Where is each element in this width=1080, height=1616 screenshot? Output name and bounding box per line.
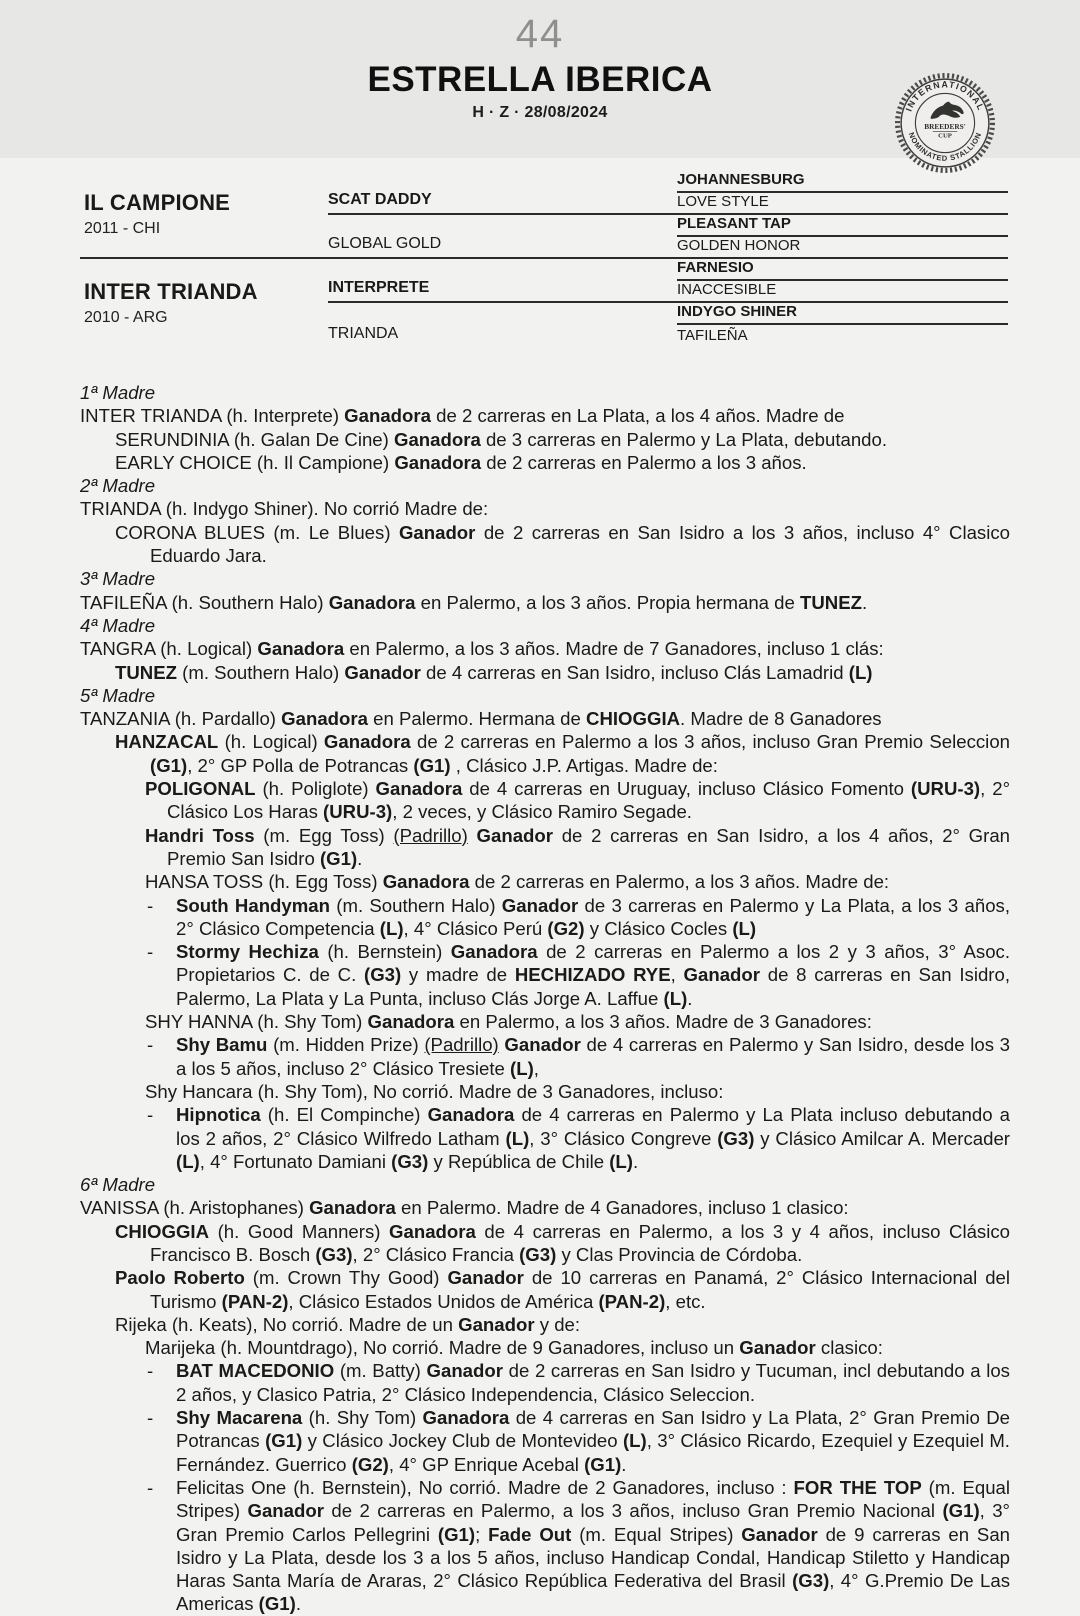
pedigree-text-line: - Hipnotica (h. El Compinche) Ganadora de 4 carreras en Palermo y La Plata incluso debutando a los 2 años, 2° Clásico Wilfredo Latham (L), 3° Clásico Congreve (G3) y Clásico Amilcar A. Mercader (L), 4° Fortunato Damiani (G3) y República de Chile (L). (147, 1104, 1011, 1172)
parent-name: GLOBAL GOLD (328, 215, 677, 259)
list-dash: - (147, 894, 154, 916)
dam-cell (80, 259, 328, 347)
madre-heading-5: 5ª Madre (80, 684, 156, 706)
parent-name: SCAT DADDY (328, 171, 677, 215)
list-dash: - (147, 1476, 154, 1498)
pedigree-text-line: TANGRA (h. Logical) Ganadora en Palermo, a los 3 años. Madre de 7 Ganadores, incluso 1 clás: (80, 638, 884, 660)
madre-heading-1: 1ª Madre (80, 382, 156, 403)
list-dash: - (147, 1104, 154, 1126)
pedigree-text-line: Rijeka (h. Keats), No corrió. Madre de un Ganador y de: (115, 1313, 581, 1335)
breeders-cup-badge (894, 72, 996, 174)
grandparent-name: LOVE STYLE (677, 193, 1008, 215)
madre-heading-3: 3ª Madre (80, 568, 156, 590)
pedigree-notes (80, 381, 1010, 1616)
pedigree-text-line: SERUNDINIA (h. Galan De Cine) Ganadora de 3 carreras en Palermo y La Plata, debutando. (115, 428, 888, 450)
pedigree-text-line: HANZACAL (h. Logical) Ganadora de 2 carreras en Palermo a los 3 años, incluso Gran Premio Seleccion (G1), 2° GP Polla de Potrancas (G1) , Clásico J.P. Artigas. Madre de: (115, 731, 1010, 776)
pedigree-text-line: INTER TRIANDA (h. Interprete) Ganadora de 2 carreras en La Plata, a los 4 años. Madre de (80, 405, 845, 427)
svg-text:NOMINATED STALLION: NOMINATED STALLION (906, 131, 984, 163)
list-dash: - (147, 1360, 154, 1382)
grandparent-name: GOLDEN HONOR (677, 237, 1008, 259)
pedigree-text-line: TUNEZ (m. Southern Halo) Ganador de 4 carreras en San Isidro, incluso Clás Lamadrid (L) (115, 661, 873, 683)
grandparent-name: FARNESIO (677, 259, 1008, 281)
dam-name: INTER TRIANDA (84, 279, 258, 304)
page-title: ESTRELLA IBERICA (367, 60, 713, 99)
grandparent-name: JOHANNESBURG (677, 171, 1008, 193)
dam-year-country: 2010 - ARG (84, 309, 168, 326)
svg-text:CUP: CUP (938, 132, 952, 140)
pedigree-text-line: TRIANDA (h. Indygo Shiner). No corrió Madre de: (80, 498, 489, 520)
pedigree-table (80, 171, 1008, 347)
list-dash: - (147, 1407, 154, 1429)
pedigree-text-line: CHIOGGIA (h. Good Manners) Ganadora de 4 carreras en Palermo, a los 3 y 4 años, incluso Clásico Francisco B. Bosch (G3), 2° Clásico Francia (G3) y Clas Provincia de Córdoba. (115, 1220, 1010, 1265)
pedigree-text-line: EARLY CHOICE (h. Il Campione) Ganadora de 2 carreras en Palermo a los 3 años. (115, 451, 807, 473)
madre-heading-6: 6ª Madre (80, 1174, 156, 1196)
parent-name: TRIANDA (328, 325, 399, 342)
grandparent-name: TAFILEÑA (677, 327, 748, 344)
grandparent-name: INDYGO SHINER (677, 303, 1008, 325)
pedigree-text-line: - South Handyman (m. Southern Halo) Ganador de 3 carreras en Palermo y La Plata, a los 3 años, 2° Clásico Competencia (L), 4° Clásico Perú (G2) y Clásico Cocles (L) (147, 894, 1010, 939)
pedigree-text-line: Marijeka (h. Mountdrago), No corrió. Madre de 9 Ganadores, incluso un Ganador clasico: (145, 1337, 883, 1359)
pedigree-text-line: TAFILEÑA (h. Southern Halo) Ganadora en Palermo, a los 3 años. Propia hermana de TUNEZ. (80, 591, 868, 613)
pedigree-text-line: - Stormy Hechiza (h. Bernstein) Ganadora de 2 carreras en Palermo a los 2 y 3 años, 3° Asoc. Propietarios C. de C. (G3) y madre de HECHIZADO RYE, Ganador de 8 carreras en San Isidro, Palermo, La Plata y La Punta, incluso Clás Jorge A. Laffue (L). (147, 941, 1010, 1009)
parent-name: INTERPRETE (328, 259, 677, 303)
list-dash: - (147, 1034, 154, 1056)
pedigree-text-line: - Felicitas One (h. Bernstein), No corrió. Madre de 2 Ganadores, incluso : FOR THE TOP (m. Equal Stripes) Ganador de 2 carreras en Palermo, a los 3 años, incluso Gran Premio Nacional (G1), 3° Gran Premio Carlos Pellegrini (G1); Fade Out (m. Equal Stripes) Ganador de 9 carreras en San Isidro y La Plata, desde los 3 a los 5 años, incluso Handicap Condal, Handicap Stiletto y Handicap Haras Santa María de Araras, 2° Clásico República Federativa del Brasil (G3), 4° G.Premio De Las Americas (G1). (147, 1476, 1011, 1615)
list-dash: - (147, 941, 154, 963)
grandparent-name: INACCESIBLE (677, 281, 1008, 303)
pedigree-text-line: - BAT MACEDONIO (m. Batty) Ganador de 2 carreras en San Isidro y Tucuman, incl debutando a los 2 años, y Clasico Patria, 2° Clásico Independencia, Clásico Seleccion. (147, 1360, 1010, 1405)
sire-cell (80, 171, 328, 259)
pedigree-text-line: Paolo Roberto (m. Crown Thy Good) Ganador de 10 carreras en Panamá, 2° Clásico Internacional del Turismo (PAN-2), Clásico Estados Unidos de América (PAN-2), etc. (115, 1267, 1011, 1312)
pedigree-text-line: CORONA BLUES (m. Le Blues) Ganador de 2 carreras en San Isidro a los 3 años, incluso 4° Clasico Eduardo Jara. (115, 521, 1010, 567)
sire-year-country: 2011 - CHI (84, 220, 161, 237)
pedigree-text-line: Handri Toss (m. Egg Toss) (Padrillo) Ganador de 2 carreras en San Isidro, a los 4 años, 2° Gran Premio San Isidro (G1). (145, 824, 1011, 869)
breeders-cup-stamp-icon (894, 72, 996, 174)
svg-text:BREEDERS': BREEDERS' (924, 122, 966, 132)
svg-text:INTERNATIONAL: INTERNATIONAL (903, 79, 987, 113)
pedigree-text-line: SHY HANNA (h. Shy Tom) Ganadora en Palermo, a los 3 años. Madre de 3 Ganadores: (145, 1011, 872, 1033)
pedigree-text-line: TANZANIA (h. Pardallo) Ganadora en Palermo. Hermana de CHIOGGIA. Madre de 8 Ganadores (80, 708, 882, 730)
page-number: 44 (515, 12, 565, 56)
pedigree-text-line: - Shy Bamu (m. Hidden Prize) (Padrillo) Ganador de 4 carreras en Palermo y San Isidro, desde los 3 a los 5 años, incluso 2° Clásico Tresiete (L), (147, 1034, 1010, 1079)
pedigree-text-line: POLIGONAL (h. Poliglote) Ganadora de 4 carreras en Uruguay, incluso Clásico Fomento (URU-3), 2° Clásico Los Haras (URU-3), 2 veces, y Clásico Ramiro Segade. (145, 778, 1010, 823)
pedigree-text-line: VANISSA (h. Aristophanes) Ganadora en Palermo. Madre de 4 Ganadores, incluso 1 clasico: (80, 1197, 849, 1219)
pedigree-text-line: - Shy Macarena (h. Shy Tom) Ganadora de 4 carreras en San Isidro y La Plata, 2° Gran Premio De Potrancas (G1) y Clásico Jockey Club de Montevideo (L), 3° Clásico Ricardo, Ezequiel y Ezequiel M. Fernández. Guerrico (G2), 4° GP Enrique Acebal (G1). (147, 1407, 1011, 1475)
pedigree-text-line: HANSA TOSS (h. Egg Toss) Ganadora de 2 carreras en Palermo, a los 3 años. Madre de: (145, 871, 890, 893)
madre-heading-4: 4ª Madre (80, 614, 156, 636)
sire-name: IL CAMPIONE (84, 190, 231, 215)
lot-subtitle: H · Z · 28/08/2024 (472, 104, 608, 121)
pedigree-text-line: Shy Hancara (h. Shy Tom), No corrió. Madre de 3 Ganadores, incluso: (145, 1080, 724, 1102)
grandparent-name: PLEASANT TAP (677, 215, 1008, 237)
madre-heading-2: 2ª Madre (80, 475, 156, 497)
